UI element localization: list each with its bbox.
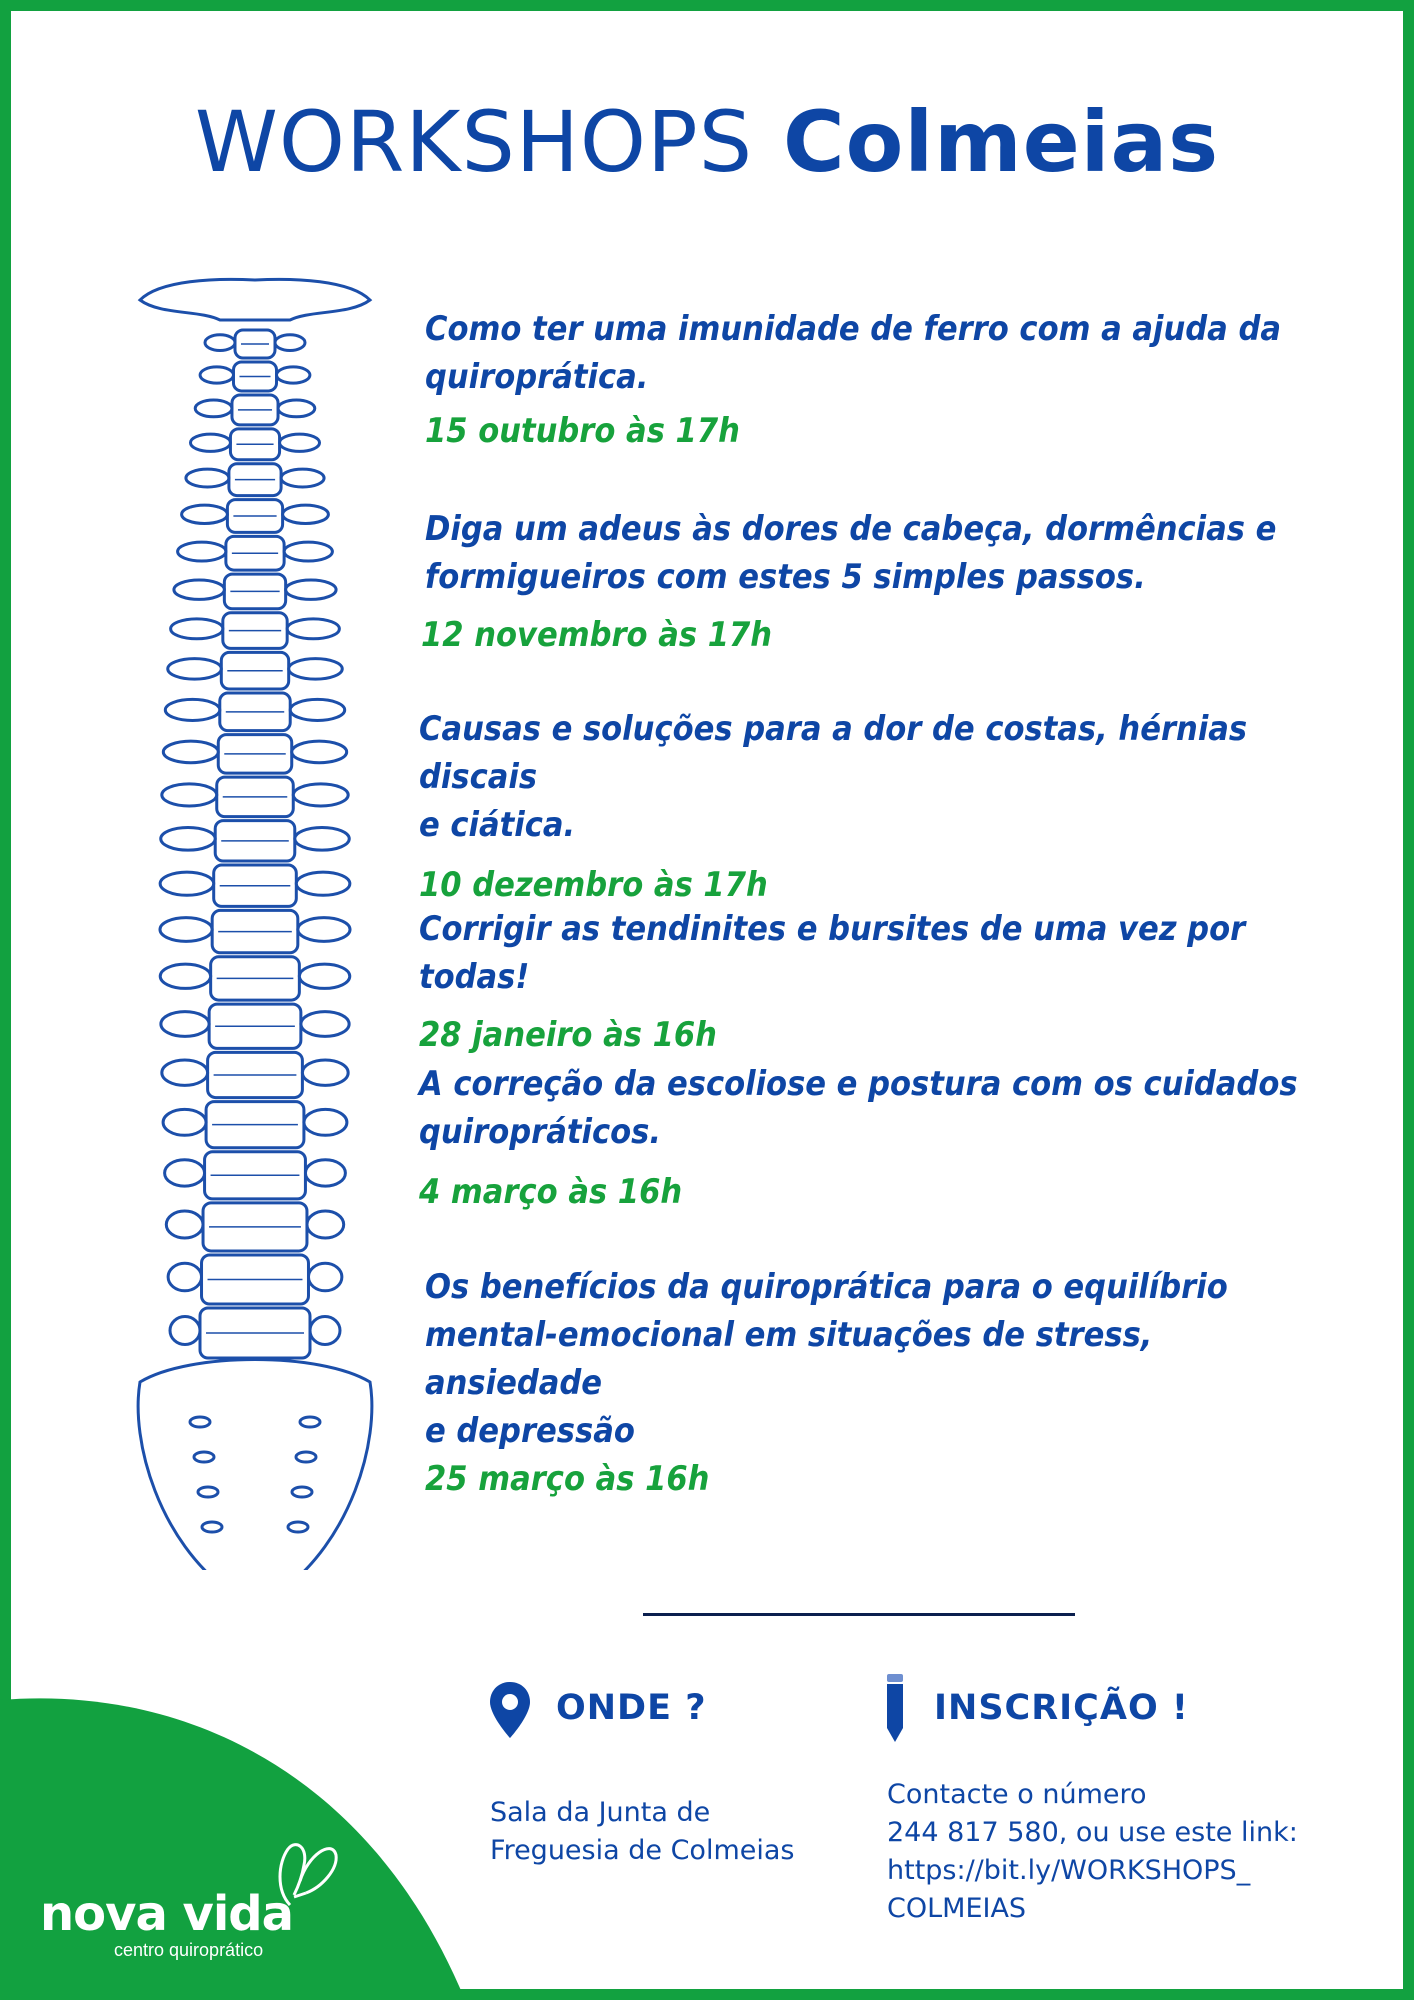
where-heading: ONDE ? xyxy=(556,1688,707,1728)
workshop-title xyxy=(425,505,1276,601)
workshop-title-line: quiropráticos. xyxy=(419,1112,661,1152)
workshop-title-line: Causas e soluções para a dor de costas, hérnias discais xyxy=(419,709,1248,797)
workshop-title-line: formigueiros com estes 5 simples passos. xyxy=(425,557,1146,597)
registration-line: Contacte o número xyxy=(887,1779,1147,1810)
title-workshops: WORKSHOPS xyxy=(194,93,754,191)
where-address xyxy=(490,1794,794,1870)
registration-text xyxy=(887,1776,1298,1928)
workshop-title xyxy=(419,1060,1298,1156)
workshop-title-line: Como ter uma imunidade de ferro com a ajuda da xyxy=(425,309,1281,349)
workshop-title xyxy=(425,305,1281,401)
workshop-title-line: e depressão xyxy=(425,1411,635,1451)
workshop-date: 15 outubro às 17h xyxy=(425,411,740,451)
registration-link[interactable]: https://bit.ly/WORKSHOPS_ xyxy=(887,1855,1251,1886)
workshop-title-line: Corrigir as tendinites e bursites de uma vez por todas! xyxy=(419,909,1246,997)
workshop-date: 10 dezembro às 17h xyxy=(419,865,768,905)
map-pin-icon xyxy=(487,1680,533,1740)
page-title xyxy=(0,93,1414,191)
workshop-title-line: Diga um adeus às dores de cabeça, dormências e xyxy=(425,509,1277,549)
workshop-title xyxy=(419,705,1315,849)
workshop-item xyxy=(425,1263,1315,1503)
workshop-title xyxy=(425,1263,1315,1455)
title-colmeias: Colmeias xyxy=(783,93,1220,191)
workshop-date: 4 março às 16h xyxy=(419,1172,683,1212)
workshop-item xyxy=(419,705,1315,909)
logo-subtitle: centro quiroprático xyxy=(114,1940,264,1960)
workshop-title-line: e ciática. xyxy=(419,805,576,845)
where-address-line: Freguesia de Colmeias xyxy=(490,1835,795,1866)
registration-line: 244 817 580, ou use este link: xyxy=(887,1817,1298,1848)
workshop-date: 25 março às 16h xyxy=(425,1459,710,1499)
spine-illustration xyxy=(120,270,390,1570)
where-address-line: Sala da Junta de xyxy=(490,1797,711,1828)
logo-name: nova vida xyxy=(40,1886,294,1942)
section-divider xyxy=(643,1613,1075,1616)
workshop-item xyxy=(419,905,1315,1059)
workshop-date: 12 novembro às 17h xyxy=(421,615,773,655)
workshop-title-line: mental-emocional em situações de stress, ansiedade xyxy=(425,1315,1153,1403)
pencil-icon xyxy=(883,1672,907,1744)
workshop-item xyxy=(425,305,1281,455)
workshop-title-line: Os benefícios da quiroprática para o equilíbrio xyxy=(425,1267,1228,1307)
workshop-title-line: quiroprática. xyxy=(425,357,649,397)
workshop-date: 28 janeiro às 16h xyxy=(419,1015,717,1055)
registration-link[interactable]: COLMEIAS xyxy=(887,1893,1027,1924)
workshop-title xyxy=(419,905,1315,1001)
brand-logo xyxy=(40,1886,294,1961)
workshop-item xyxy=(421,505,1277,659)
registration-heading: INSCRIÇÃO ! xyxy=(934,1688,1189,1728)
workshop-title-line: A correção da escoliose e postura com os cuidados xyxy=(419,1064,1298,1104)
workshop-item xyxy=(419,1060,1298,1216)
